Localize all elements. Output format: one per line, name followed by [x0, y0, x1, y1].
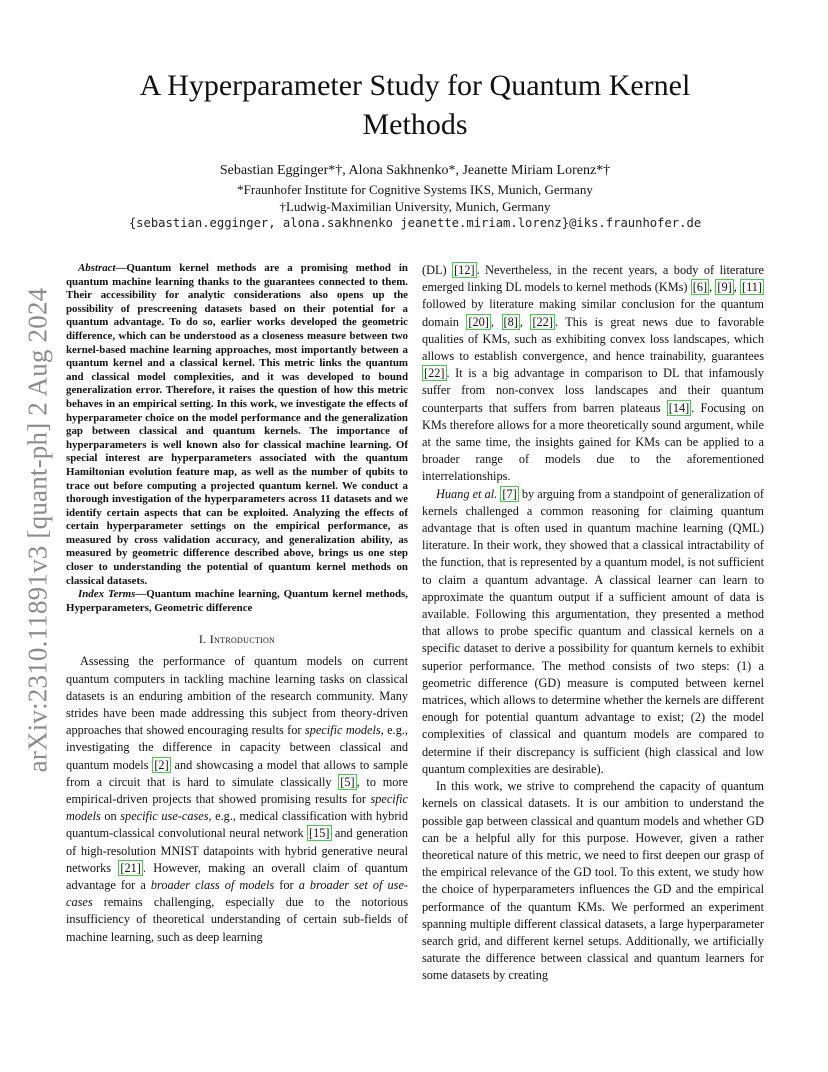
text-run: . Focusing on KMs therefore allows for a more theoretically sound argument, while at the same time, the insights gained for KMs can be applied to a broader range of models due to the aforementioned interrelationships.	[422, 400, 764, 484]
text-run: . It is a big advantage in comparison to DL that infamously suffer from non-convex loss landscapes and their quantum counterparts that suffers from barren plateaus	[422, 366, 764, 415]
author-list: Sebastian Egginger*†, Alona Sakhnenko*, Jeanette Miriam Lorenz*†	[219, 163, 611, 178]
text-run: , e.g., medical classification with hybrid quantum-classical convolutional neural network	[66, 809, 408, 841]
citation-link[interactable]: [6]	[692, 280, 708, 295]
citation-link[interactable]: [2]	[154, 757, 169, 772]
intro-paragraph-4: In this work, we strive to comprehend the capacity of quantum kernels on classical datasets. It is our ambition to understand the possible gap between classical and quantum models and whether GD can be a helpful ally for this purpose. However, given a rather theoretical nature of this metric, we need to first deepen our grasp of the empirical relevance of the GD tool. To this extent, we study how the choice of hyperparameters influences the GD and the empirical performance of the quantum KMs. We performed an experiment spanning multiple different classical datasets, a large hyperparameter search grid, and different kernel setups. Additionally, we artificially saturate the difference between classical and quantum learners for some datasets by creating	[422, 779, 764, 983]
author-emails: {sebastian.egginger, alona.sakhnenko jeanette.miriam.lorenz}@iks.fraunhofer.de	[128, 216, 702, 230]
index-terms	[66, 588, 408, 615]
citation-link[interactable]: [15]	[309, 826, 330, 841]
text-run: ,	[733, 280, 740, 295]
text-run: . However, making an overall claim of quantum advantage for a	[66, 860, 408, 893]
intro-paragraph-3	[422, 486, 764, 778]
emphasis: specific models	[66, 792, 408, 824]
abstract	[66, 262, 408, 588]
text-run: ,	[709, 280, 716, 295]
citation-link[interactable]: [5]	[340, 774, 355, 789]
intro-paragraph-2	[422, 262, 764, 486]
arxiv-sidebar	[6, 270, 70, 790]
text-run: . This is great news due to favorable qualities of KMs, such as exhibiting convex loss landscapes, which allows to establish convergence, and hence trainability, guarantees	[422, 314, 765, 364]
left-column	[66, 262, 408, 946]
emphasis: specific use-cases	[120, 809, 209, 824]
text-run: Assessing the performance of quantum models on current quantum computers in tackling machine learning tasks on classical datasets is an enduring ambition of the research community. Many strides have been made addressing this subject from theory-driven approaches that showed encouraging results for	[66, 654, 408, 738]
text-run: . Nevertheless, in the recent years, a body of literature emerged linking DL models to kernel methods (KMs)	[422, 263, 764, 295]
citation-link[interactable]: [12]	[454, 263, 475, 277]
text-run: on	[100, 809, 121, 824]
intro-paragraph-1	[66, 653, 408, 945]
abstract-text: —Quantum kernel methods are a promising method in quantum machine learning thanks to the guarantees connected to them. Their accessibility for analytic considerations also opens up the possibility of prescreening datasets based on their potential for a quantum advantage. To do so, earlier works developed the geometric difference, which can be understood as a closeness measure between two kernel-based machine learning approaches, most importantly between a quantum kernel and a classical kernel. This metric links the quantum and classical model complexities, and it was developed to bound generalization error. Therefore, it raises the question of how this metric behaves in an empirical setting. In this work, we investigate the effects of hyperparameter choice on the model performance and the generalization gap between classical and quantum kernels. The importance of hyperparameters is well known also for classical machine learning. Of special interest are hyperparameters associated with the quantum Hamiltonian evolution feature map, as well as the number of qubits to trace out before computing a projected quantum kernel. We conduct a thorough investigation of the hyperparameters across 11 datasets and we identify certain aspects that can be exploited. Analyzing the effects of certain hyperparameter settings on the empirical performance, as measured by cross validation accuracy, and generalization ability, as measured by geometric difference described above, brings us one step closer to understanding the potential of quantum kernel methods on classical datasets.	[66, 262, 408, 587]
emphasis: broader class of models	[150, 878, 275, 893]
index-terms-lead: Index Terms	[78, 588, 136, 601]
text-run: and showcasing a model that allows to sample from a circuit that is hard to simulate classically	[66, 757, 408, 789]
text-run: (DL)	[422, 263, 453, 277]
citation-link[interactable]: [22]	[532, 314, 553, 329]
affiliation-2: †Ludwig-Maximilian University, Munich, Germany	[279, 199, 551, 214]
right-column	[422, 262, 764, 985]
text-run: and generation of high-resolution MNIST datapoints with hybrid generative neural networks	[66, 826, 408, 875]
emphasis: Huang et al.	[436, 486, 498, 501]
citation-link[interactable]: [7]	[502, 486, 517, 501]
index-terms-text: —Quantum machine learning, Quantum kernel methods, Hyperparameters, Geometric difference	[66, 588, 408, 614]
affiliation-1: *Fraunhofer Institute for Cognitive Systems IKS, Munich, Germany	[237, 182, 593, 197]
section-title: Introduction	[209, 632, 276, 647]
abstract-lead: Abstract	[78, 262, 116, 274]
text-run: , e.g., investigating the difference in capacity between classical and quantum models	[66, 723, 409, 772]
title-line-1: A Hyperparameter Study for Quantum Kernel	[139, 69, 691, 102]
citation-link[interactable]: [22]	[424, 366, 445, 381]
citation-link[interactable]: [11]	[741, 280, 762, 295]
title-line-2: Methods	[362, 108, 468, 141]
citation-link[interactable]: [14]	[668, 400, 690, 415]
text-run: ,	[519, 314, 531, 329]
text-run: followed by literature making similar conclusion for the quantum domain	[422, 297, 764, 329]
text-run: remains challenging, especially due to the notorious insufficiency of theoretical understanding of certain sub-fields of machine learning, such as deep learning	[66, 895, 408, 944]
text-run: , to more empirical-driven projects that showed promising results for	[66, 774, 408, 807]
paper-title	[95, 66, 735, 144]
section-heading-introduction	[66, 632, 408, 647]
emphasis: a broader set of use-cases	[66, 878, 408, 910]
citation-link[interactable]: [21]	[120, 860, 141, 875]
section-number: I.	[198, 632, 210, 647]
citation-link[interactable]: [20]	[468, 314, 489, 329]
text-run: ,	[490, 314, 502, 329]
text-run: by arguing from a standpoint of generalization of kernels challenged a common reasoning for claiming quantum advantage that is often used in quantum machine learning (QML) literature. In their work, they showed that a classical intractability of the function, that is represented by a quantum model, is not sufficient to claim a quantum advantage. A classical learner can learn to approximate the quantum output if a sufficient amount of data is available. Following this argumentation, they presented a method that allows to probe specific quantum and classical kernels on a specific dataset to derive a possibility for quantum kernels to exhibit superior performance. The method consists of two steps: (1) a geometric difference (GD) measure is computed between kernel matrices, which allows to determine whether the kernels are different enough for potential quantum advantage to exist; (2) the model complexities of classical and quantum models are compared to determine if their discrepancy is sufficient (high classical and low quantum complexities are desirable).	[422, 486, 765, 776]
citation-link[interactable]: [9]	[717, 280, 732, 295]
text-run: for	[274, 878, 299, 893]
arxiv-identifier: arXiv:2310.11891v3 [quant-ph] 2 Aug 2024	[22, 287, 53, 773]
citation-link[interactable]: [8]	[503, 314, 518, 329]
emphasis: specific models	[304, 723, 381, 738]
